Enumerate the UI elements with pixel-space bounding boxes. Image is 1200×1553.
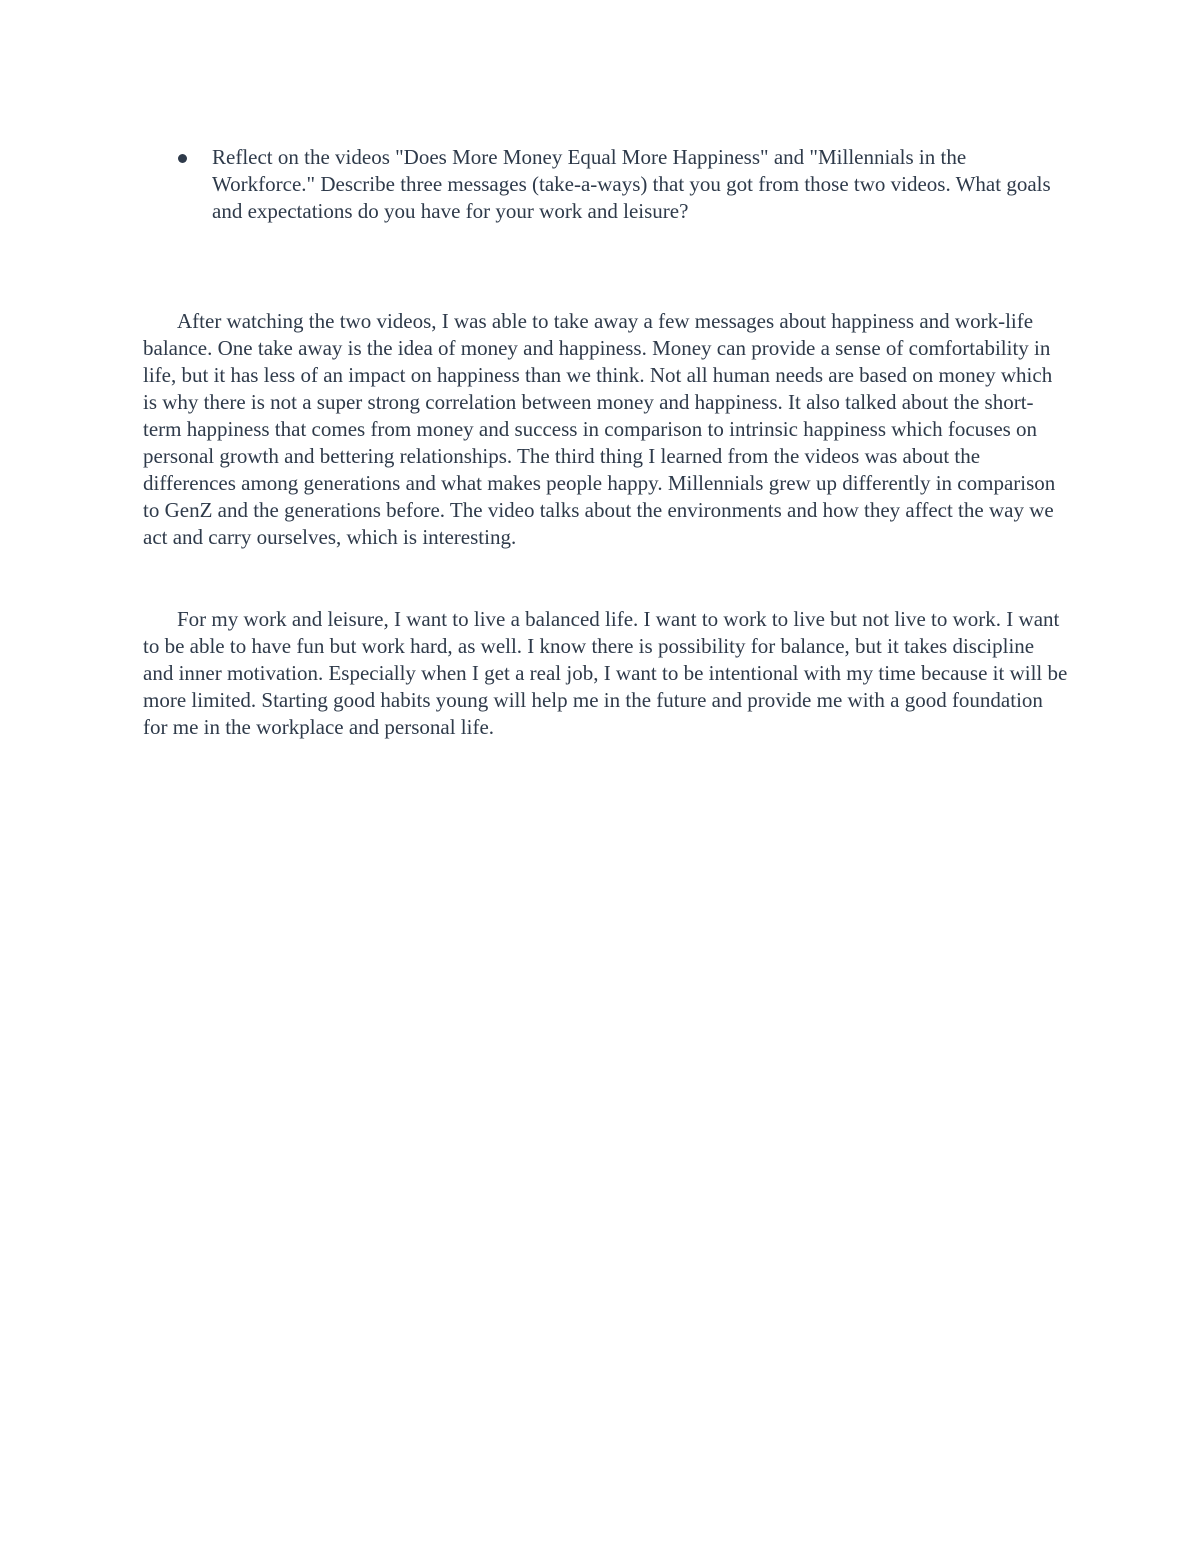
body-paragraph-2: For my work and leisure, I want to live a balanced life. I want to work to live but not live to work. I want to be able to have fun but work hard, as well. I know there is possibility for balance, but it takes discipline and inner motivation. Especially when I get a real job, I want to be intentional with my time because it will be more limited. Starting good habits young will help me in the future and provide me with a good foundation for me in the workplace and personal life. (143, 607, 1068, 739)
prompt-bullet-item (212, 144, 1072, 225)
bullet-icon (178, 154, 187, 163)
body-paragraph-1: After watching the two videos, I was able to take away a few messages about happiness and work-life balance. One take away is the idea of money and happiness. Money can provide a sense of comfortability in life, but it has less of an impact on happiness than we think. Not all human needs are based on money which is why there is not a super strong correlation between money and happiness. It also talked about the short-term happiness that comes from money and success in comparison to intrinsic happiness which focuses on personal growth and bettering relationships. The third thing I learned from the videos was about the differences among generations and what makes people happy. Millennials grew up differently in comparison to GenZ and the generations before. The video talks about the environments and how they affect the way we act and carry ourselves, which is interesting. (143, 309, 1056, 549)
prompt-text: Reflect on the videos "Does More Money Equal More Happiness" and "Millennials in the Workforce." Describe three messages (take-a-ways) that you got from those two videos. What goals and expectations do you have for your work and leisure? (212, 145, 1051, 223)
